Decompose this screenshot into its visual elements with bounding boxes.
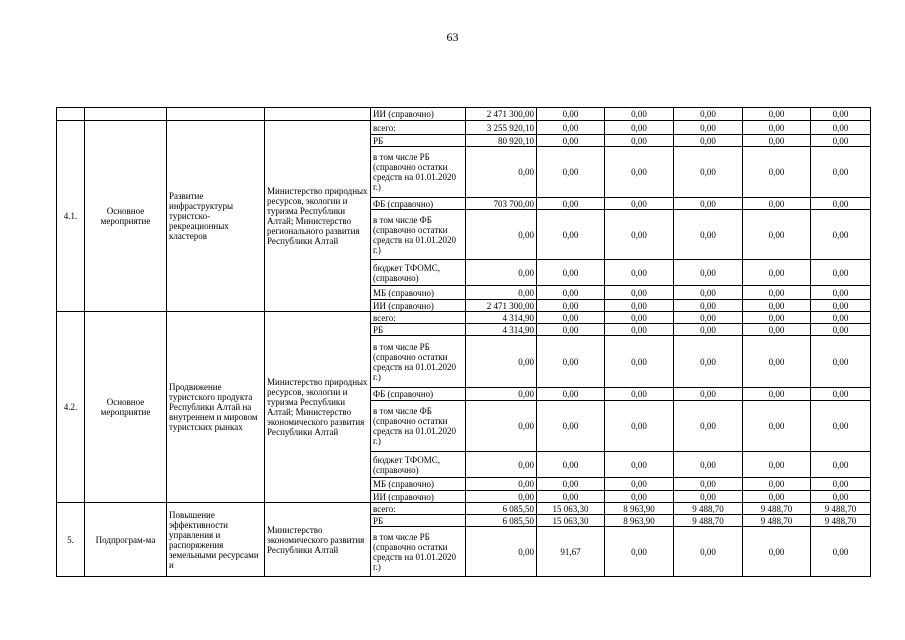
value-cell: 0,00	[537, 452, 605, 478]
value-cell: 0,00	[674, 491, 743, 503]
value-cell: 9 488,70	[674, 515, 743, 527]
value-cell: 0,00	[674, 312, 743, 324]
empty-cell	[85, 108, 167, 121]
source-cell: РБ	[371, 324, 466, 336]
value-cell: 0,00	[605, 108, 674, 121]
source-cell: в том числе РБ (справочно остатки средств на 01.01.2020 г.)	[371, 147, 466, 198]
page-number: 63	[446, 30, 459, 44]
source-cell: ИИ (справочно)	[371, 491, 466, 503]
value-cell: 0,00	[674, 336, 743, 388]
value-cell: 0,00	[743, 286, 811, 300]
item-responsible: Министерство природных ресурсов, экологии и туризма Республики Алтай; Министерство регионального развития Республики Алтай	[265, 121, 371, 312]
item-name: Продвижение туристского продукта Республики Алтай на внутреннем и мировом туристских рынках	[167, 312, 265, 503]
value-cell: 0,00	[537, 388, 605, 401]
value-cell: 0,00	[743, 312, 811, 324]
value-cell: 0,00	[811, 388, 871, 401]
value-cell: 0,00	[743, 210, 811, 260]
value-cell: 0,00	[811, 147, 871, 198]
value-cell: 0,00	[674, 198, 743, 210]
source-cell: всего:	[371, 121, 466, 135]
value-cell: 0,00	[811, 336, 871, 388]
value-cell: 0,00	[537, 286, 605, 300]
value-cell: 0,00	[674, 135, 743, 147]
value-cell: 0,00	[537, 210, 605, 260]
source-cell: МБ (справочно)	[371, 286, 466, 300]
value-cell: 0,00	[811, 108, 871, 121]
value-cell: 0,00	[537, 401, 605, 452]
value-cell: 0,00	[743, 198, 811, 210]
value-cell: 0,00	[537, 198, 605, 210]
value-cell: 0,00	[605, 300, 674, 312]
value-cell: 0,00	[811, 121, 871, 135]
value-cell: 0,00	[537, 478, 605, 491]
value-cell: 15 063,30	[537, 503, 605, 515]
source-cell: в том числе ФБ (справочно остатки средств на 01.01.2020 г.)	[371, 210, 466, 260]
value-cell: 0,00	[605, 324, 674, 336]
source-cell: МБ (справочно)	[371, 478, 466, 491]
value-cell: 703 700,00	[466, 198, 537, 210]
source-cell: ИИ (справочно)	[371, 300, 466, 312]
source-cell: РБ	[371, 515, 466, 527]
value-cell: 0,00	[743, 491, 811, 503]
value-cell: 0,00	[811, 260, 871, 286]
value-cell: 0,00	[537, 121, 605, 135]
item-number: 4.2.	[57, 312, 85, 503]
value-cell: 8 963,90	[605, 515, 674, 527]
value-cell: 0,00	[743, 478, 811, 491]
value-cell: 0,00	[811, 527, 871, 577]
value-cell: 0,00	[605, 198, 674, 210]
value-cell: 0,00	[537, 336, 605, 388]
item-name: Повышение эффективности управления и распоряжения земельными ресурсами и	[167, 503, 265, 577]
value-cell: 0,00	[674, 527, 743, 577]
value-cell: 0,00	[811, 324, 871, 336]
value-cell: 0,00	[743, 147, 811, 198]
value-cell: 6 085,50	[466, 503, 537, 515]
value-cell: 2 471 300,00	[466, 300, 537, 312]
value-cell: 0,00	[466, 452, 537, 478]
value-cell: 0,00	[811, 452, 871, 478]
source-cell: в том числе РБ (справочно остатки средств на 01.01.2020 г.)	[371, 336, 466, 388]
value-cell: 0,00	[605, 491, 674, 503]
value-cell: 0,00	[811, 401, 871, 452]
value-cell: 0,00	[674, 324, 743, 336]
value-cell: 0,00	[605, 210, 674, 260]
value-cell: 6 085,50	[466, 515, 537, 527]
value-cell: 0,00	[605, 260, 674, 286]
value-cell: 0,00	[537, 135, 605, 147]
value-cell: 0,00	[537, 324, 605, 336]
value-cell: 0,00	[674, 121, 743, 135]
value-cell: 0,00	[605, 286, 674, 300]
value-cell: 0,00	[466, 401, 537, 452]
value-cell: 0,00	[466, 260, 537, 286]
value-cell: 0,00	[605, 388, 674, 401]
item-number: 4.1.	[57, 121, 85, 312]
source-cell: в том числе ФБ (справочно остатки средств на 01.01.2020 г.)	[371, 401, 466, 452]
value-cell: 0,00	[537, 260, 605, 286]
item-type: Подпрограм-ма	[85, 503, 167, 577]
value-cell: 0,00	[674, 286, 743, 300]
value-cell: 0,00	[743, 108, 811, 121]
value-cell: 0,00	[605, 527, 674, 577]
item-responsible: Министерство экономического развития Республики Алтай	[265, 503, 371, 577]
value-cell: 0,00	[674, 108, 743, 121]
item-type: Основное мероприятие	[85, 121, 167, 312]
source-cell: ИИ (справочно)	[371, 108, 466, 121]
table-row	[57, 503, 871, 515]
item-type: Основное мероприятие	[85, 312, 167, 503]
value-cell: 0,00	[674, 210, 743, 260]
value-cell: 0,00	[674, 260, 743, 286]
value-cell: 0,00	[674, 452, 743, 478]
value-cell: 0,00	[674, 147, 743, 198]
value-cell: 2 471 300,00	[466, 108, 537, 121]
value-cell: 0,00	[811, 312, 871, 324]
value-cell: 15 063,30	[537, 515, 605, 527]
value-cell: 4 314,90	[466, 312, 537, 324]
value-cell: 0,00	[537, 147, 605, 198]
item-name: Развитие инфраструктуры туристско-рекреационных кластеров	[167, 121, 265, 312]
value-cell: 9 488,70	[811, 503, 871, 515]
value-cell: 8 963,90	[605, 503, 674, 515]
value-cell: 0,00	[743, 401, 811, 452]
value-cell: 0,00	[674, 388, 743, 401]
value-cell: 9 488,70	[743, 515, 811, 527]
source-cell: РБ	[371, 135, 466, 147]
value-cell: 0,00	[743, 324, 811, 336]
source-cell: бюджет ТФОМС, (справочно)	[371, 452, 466, 478]
value-cell: 0,00	[674, 300, 743, 312]
table-row	[57, 108, 871, 121]
table-row	[57, 121, 871, 135]
value-cell: 0,00	[605, 121, 674, 135]
value-cell: 0,00	[466, 388, 537, 401]
value-cell: 0,00	[605, 312, 674, 324]
value-cell: 0,00	[605, 452, 674, 478]
value-cell: 0,00	[605, 135, 674, 147]
value-cell: 0,00	[743, 121, 811, 135]
value-cell: 0,00	[743, 300, 811, 312]
value-cell: 0,00	[605, 478, 674, 491]
table-row	[57, 312, 871, 324]
source-cell: всего:	[371, 503, 466, 515]
value-cell: 0,00	[674, 401, 743, 452]
value-cell: 9 488,70	[674, 503, 743, 515]
source-cell: ФБ (справочно)	[371, 388, 466, 401]
item-number: 5.	[57, 503, 85, 577]
value-cell: 0,00	[605, 336, 674, 388]
value-cell: 0,00	[743, 135, 811, 147]
value-cell: 0,00	[605, 147, 674, 198]
value-cell: 0,00	[537, 108, 605, 121]
value-cell: 0,00	[811, 478, 871, 491]
value-cell: 0,00	[743, 527, 811, 577]
source-cell: в том числе РБ (справочно остатки средств на 01.01.2020 г.)	[371, 527, 466, 577]
value-cell: 0,00	[743, 336, 811, 388]
value-cell: 91,67	[537, 527, 605, 577]
value-cell: 0,00	[537, 312, 605, 324]
budget-table	[56, 107, 871, 577]
value-cell: 80 920,10	[466, 135, 537, 147]
value-cell: 0,00	[674, 478, 743, 491]
value-cell: 9 488,70	[811, 515, 871, 527]
value-cell: 0,00	[743, 388, 811, 401]
item-responsible: Министерство природных ресурсов, экологии и туризма Республики Алтай; Министерство экономического развития Республики Алтай	[265, 312, 371, 503]
empty-cell	[57, 108, 85, 121]
value-cell: 0,00	[811, 300, 871, 312]
value-cell: 3 255 920,10	[466, 121, 537, 135]
value-cell: 0,00	[466, 336, 537, 388]
value-cell: 0,00	[811, 135, 871, 147]
value-cell: 9 488,70	[743, 503, 811, 515]
value-cell: 0,00	[811, 210, 871, 260]
value-cell: 0,00	[537, 300, 605, 312]
source-cell: бюджет ТФОМС, (справочно)	[371, 260, 466, 286]
value-cell: 0,00	[743, 452, 811, 478]
value-cell: 0,00	[605, 401, 674, 452]
value-cell: 0,00	[537, 491, 605, 503]
value-cell: 0,00	[466, 147, 537, 198]
value-cell: 0,00	[743, 260, 811, 286]
value-cell: 0,00	[466, 527, 537, 577]
value-cell: 0,00	[466, 478, 537, 491]
value-cell: 0,00	[466, 210, 537, 260]
source-cell: всего:	[371, 312, 466, 324]
value-cell: 4 314,90	[466, 324, 537, 336]
value-cell: 0,00	[811, 491, 871, 503]
empty-cell	[265, 108, 371, 121]
empty-cell	[167, 108, 265, 121]
value-cell: 0,00	[466, 491, 537, 503]
source-cell: ФБ (справочно)	[371, 198, 466, 210]
value-cell: 0,00	[811, 198, 871, 210]
value-cell: 0,00	[466, 286, 537, 300]
value-cell: 0,00	[811, 286, 871, 300]
